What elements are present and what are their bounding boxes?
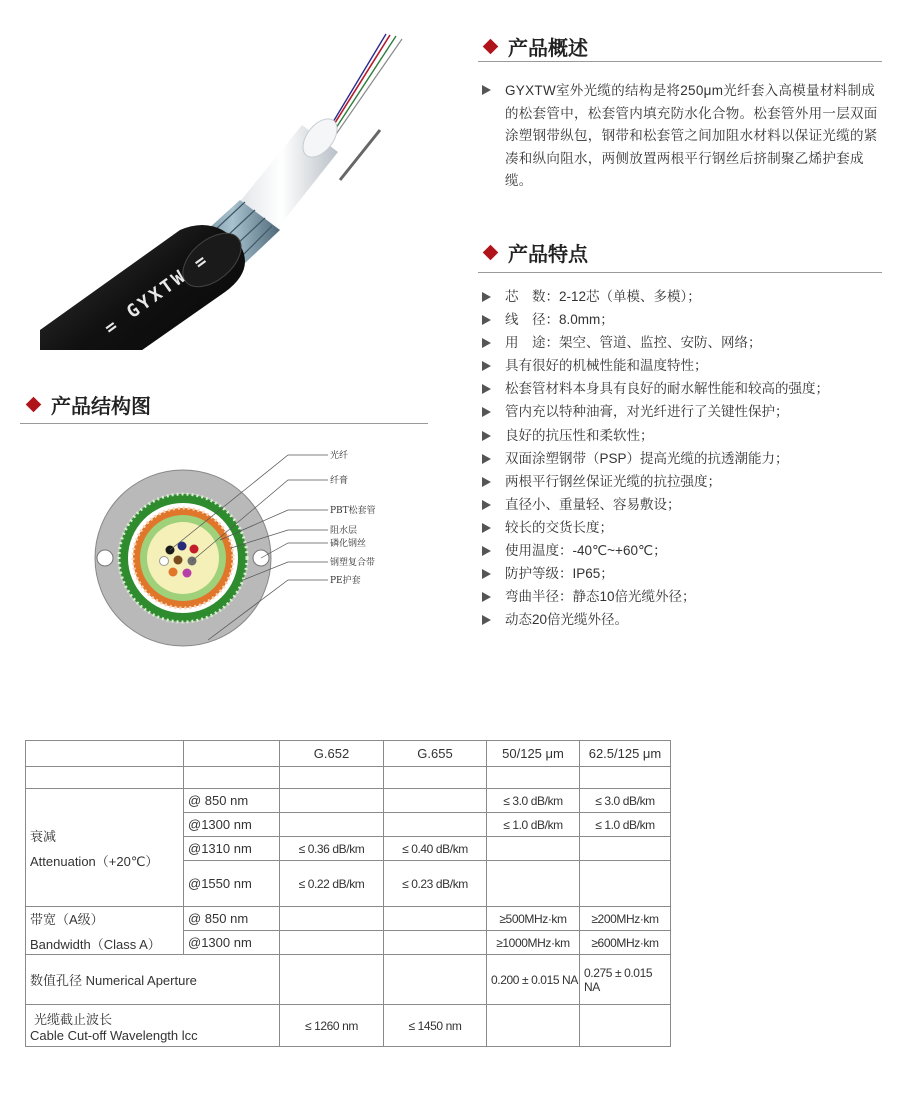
overview-divider: [478, 61, 882, 62]
label-steel-wire: 磷化钢丝: [330, 539, 367, 549]
label-fiber: 光纤: [330, 451, 349, 461]
bullet-arrow-icon: [482, 500, 491, 510]
feature-item: 松套管材料本身具有良好的耐水解性能和较高的强度；: [482, 377, 882, 400]
header-g652: G.652: [280, 741, 384, 767]
fiber: [190, 545, 199, 554]
red-diamond-icon: [26, 397, 42, 413]
cable-product-image: [40, 30, 420, 350]
features-title: 产品特点: [508, 242, 588, 266]
feature-item: 良好的抗压性和柔软性；: [482, 424, 882, 447]
bullet-arrow-icon: [482, 523, 491, 533]
feature-item: 具有很好的机械性能和温度特性；: [482, 354, 882, 377]
bullet-arrow-icon: [482, 292, 491, 302]
table-blank-row: [26, 767, 671, 789]
overview-title: 产品概述: [508, 36, 588, 60]
feature-item: 直径小、重量轻、容易敷设；: [482, 493, 882, 516]
bullet-arrow-icon: [482, 384, 491, 394]
feature-item: 用 途：架空、管道、监控、安防、网络；: [482, 331, 882, 354]
header-cell: [26, 741, 184, 767]
bullet-arrow-icon: [482, 615, 491, 625]
overview-text: GYXTW室外光缆的结构是将250μm光纤套入高模量材料制成的松套管中，松套管内填充防水化合物。松套管外用一层双面涂塑钢带纵包，钢带和松套管之间加阻水材料以保证光缆的紧凑和纵向阻水，两侧放置两根平行钢丝后挤制聚乙烯护套成缆。: [505, 83, 878, 188]
feature-item: 较长的交货长度；: [482, 516, 882, 539]
structure-divider: [20, 423, 428, 424]
cable-print-text: = GYXTW =: [100, 248, 214, 340]
table-row: @1300 nm ≥1000MHz·km ≥600MHz·km: [26, 931, 671, 955]
bullet-arrow-icon: [482, 431, 491, 441]
bandwidth-label: 带宽（A级） Bandwidth（Class A）: [26, 907, 184, 955]
bullet-arrow-icon: [482, 592, 491, 602]
bullet-arrow-icon: [482, 546, 491, 556]
feature-item: 弯曲半径：静态10倍光缆外径；: [482, 585, 882, 608]
cutoff-label: 光缆截止波长 Cable Cut-off Wavelength lcc: [26, 1005, 280, 1047]
table-row: @1300 nm ≤ 1.0 dB/km ≤ 1.0 dB/km: [26, 813, 671, 837]
na-label: 数值孔径 Numerical Aperture: [26, 955, 280, 1005]
structure-title: 产品结构图: [51, 394, 151, 418]
feature-item: 防护等级：IP65；: [482, 562, 882, 585]
feature-item: 芯 数：2-12芯（单模、多模）；: [482, 285, 882, 308]
features-list: [482, 285, 882, 631]
cross-section-diagram: [88, 440, 418, 650]
bullet-arrow-icon: [482, 85, 491, 95]
red-diamond-icon: [483, 245, 499, 261]
fiber: [169, 568, 178, 577]
table-header-row: [26, 741, 671, 767]
table-row: @1310 nm ≤ 0.36 dB/km ≤ 0.40 dB/km: [26, 837, 671, 861]
red-diamond-icon: [483, 39, 499, 55]
overview-heading: [482, 32, 588, 61]
header-mm50: 50/125 μm: [487, 741, 580, 767]
structure-heading: [25, 390, 151, 419]
label-pbt-tube: PBT松套管: [330, 506, 376, 516]
feature-item: 管内充以特种油膏，对光纤进行了关键性保护；: [482, 400, 882, 423]
bullet-arrow-icon: [482, 361, 491, 371]
feature-item: 两根平行钢丝保证光缆的抗拉强度；: [482, 470, 882, 493]
bullet-arrow-icon: [482, 338, 491, 348]
bullet-arrow-icon: [482, 569, 491, 579]
label-pe-jacket: PE护套: [330, 576, 361, 586]
header-cell: [184, 741, 280, 767]
bullet-arrow-icon: [482, 477, 491, 487]
fiber: [160, 557, 169, 566]
spec-table: [25, 740, 671, 1047]
feature-item: 动态20倍光缆外径。: [482, 608, 882, 631]
label-steel-tape: 钢塑复合带: [330, 558, 376, 568]
attenuation-label: 衰减 Attenuation（+20℃）: [26, 789, 184, 907]
table-row: 衰减 Attenuation（+20℃） @ 850 nm ≤ 3.0 dB/km ≤ 3.0 dB/km: [26, 789, 671, 813]
fiber-gel: [147, 522, 219, 594]
feature-item: 线 径：8.0mm；: [482, 308, 882, 331]
bullet-arrow-icon: [482, 315, 491, 325]
overview-block: [482, 80, 882, 193]
bullet-arrow-icon: [482, 407, 491, 417]
table-row: 带宽（A级） Bandwidth（Class A） @ 850 nm ≥500MHz·km ≥200MHz·km: [26, 907, 671, 931]
feature-item: 使用温度：-40℃~+60℃；: [482, 539, 882, 562]
steel-wire-left: [97, 550, 113, 566]
header-g655: G.655: [384, 741, 487, 767]
fiber: [174, 556, 183, 565]
table-row: 光缆截止波长 Cable Cut-off Wavelength lcc ≤ 1260 nm ≤ 1450 nm: [26, 1005, 671, 1047]
label-water-block: 阻水层: [330, 526, 358, 536]
table-row: 数值孔径 Numerical Aperture 0.200 ± 0.015 NA 0.275 ± 0.015 NA: [26, 955, 671, 1005]
table-row: @1550 nm ≤ 0.22 dB/km ≤ 0.23 dB/km: [26, 861, 671, 907]
label-gel: 纤膏: [330, 476, 349, 486]
features-heading: [482, 238, 588, 267]
feature-item: 双面涂塑钢带（PSP）提高光缆的抗透潮能力；: [482, 447, 882, 470]
bullet-arrow-icon: [482, 454, 491, 464]
features-divider: [478, 272, 882, 273]
fiber: [183, 569, 192, 578]
header-mm625: 62.5/125 μm: [580, 741, 671, 767]
